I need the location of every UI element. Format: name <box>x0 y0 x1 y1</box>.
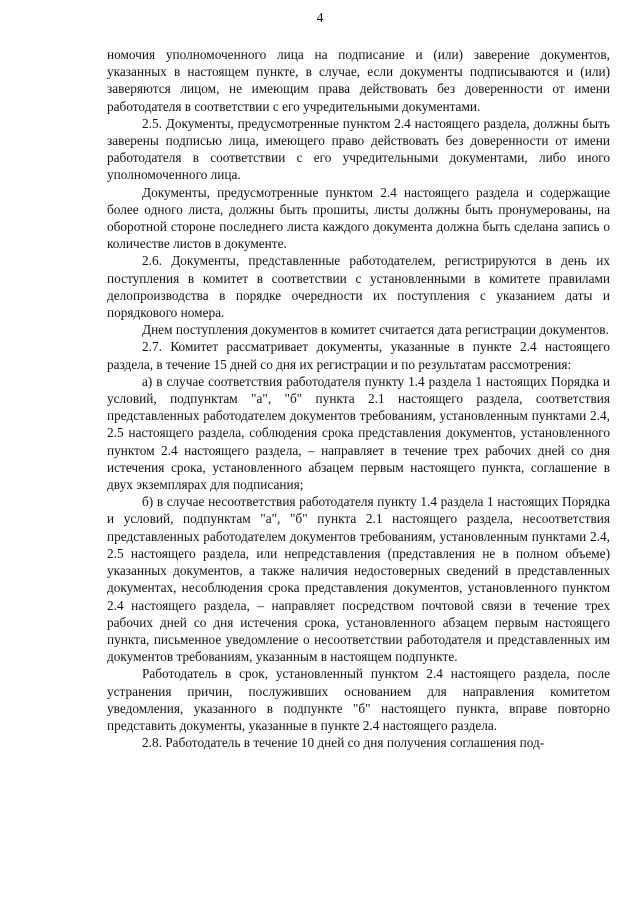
paragraph-2-8: 2.8. Работодатель в течение 10 дней со дня получения соглашения под- <box>142 735 545 751</box>
paragraph-2-5: 2.5. Документы, предусмотренные пунктом 2.4 настоящего раздела, должны быть заверены подписью лица, имеющего право действовать без доверенности от имени работодателя в соответствии с его учредительными документами, либо иного уполномоченного лица. <box>107 115 610 183</box>
paragraph-2-6: 2.6. Документы, представленные работодателем, регистрируются в день их поступления в комитет в соответствии с установленными в комитете правилами делопроизводства в порядке очередности их поступления с указанием даты и порядкового номера. <box>107 253 610 321</box>
paragraph-continuation: номочия уполномоченного лица на подписание и (или) заверение документов, указанных в настоящем пункте, в случае, если документы подписываются и (или) заверяются лицом, не имеющим права действовать без доверенности от имени работодателя в соответствии с его учредительными документами. <box>107 47 610 114</box>
paragraph-2-6-receipt-date: Днем поступления документов в комитет считается дата регистрации документов. <box>142 322 609 338</box>
page-number: 4 <box>316 10 324 25</box>
paragraph-2-7-a: а) в случае соответствия работодателя пункту 1.4 раздела 1 настоящих Порядка и условий, подпунктам "а", "б" пункта 2.1 настоящего раздела, соответствия представленных работодателем документов требованиям, установленным пунктами 2.4, 2.5 настоящего раздела, соблюдения срока представления документов, установленного пунктом 2.4 настоящего раздела, – направляет в течение трех рабочих дней со дня истечения срока, установленного абзацем первым настоящего пункта, соглашение в двух экземплярах для подписания; <box>107 373 610 493</box>
paragraph-2-7-b: б) в случае несоответствия работодателя пункту 1.4 раздела 1 настоящих Порядка и условий, подпунктам "а", "б" пункта 2.1 настоящего раздела, несоответствия представленных работодателем документов требованиям, установленным пунктами 2.4, 2.5 настоящего раздела, или непредставления (представления не в полном объеме) указанных документов, а также наличия недостоверных сведений в представленных документах, несоблюдения срока представления документов, установленного пунктом 2.4 настоящего раздела, – направляет посредством почтовой связи в течение трех рабочих дней со дня истечения срока, установленного абзацем первым настоящего пункта, письменное уведомление о несоответствии работодателя и представленных им документов требованиям, указанным в настоящем подпункте. <box>107 494 610 665</box>
paragraph-2-5-documents: Документы, предусмотренные пунктом 2.4 настоящего раздела и содержащие более одного листа, должны быть прошиты, листы должны быть пронумерованы, на оборотной стороне последнего листа каждого документа должна быть сделана запись о количестве листов в документе. <box>107 184 610 252</box>
document-body <box>107 46 610 751</box>
paragraph-2-7-resubmission: Работодатель в срок, установленный пунктом 2.4 настоящего раздела, после устранения причин, послуживших основанием для направления комитетом уведомления, указанного в подпункте "б" настоящего пункта, вправе повторно представить документы, указанные в пункте 2.4 настоящего раздела. <box>107 666 610 733</box>
paragraph-2-7: 2.7. Комитет рассматривает документы, указанные в пункте 2.4 настоящего раздела, в течение 15 дней со дня их регистрации и по результатам рассмотрения: <box>107 339 610 372</box>
